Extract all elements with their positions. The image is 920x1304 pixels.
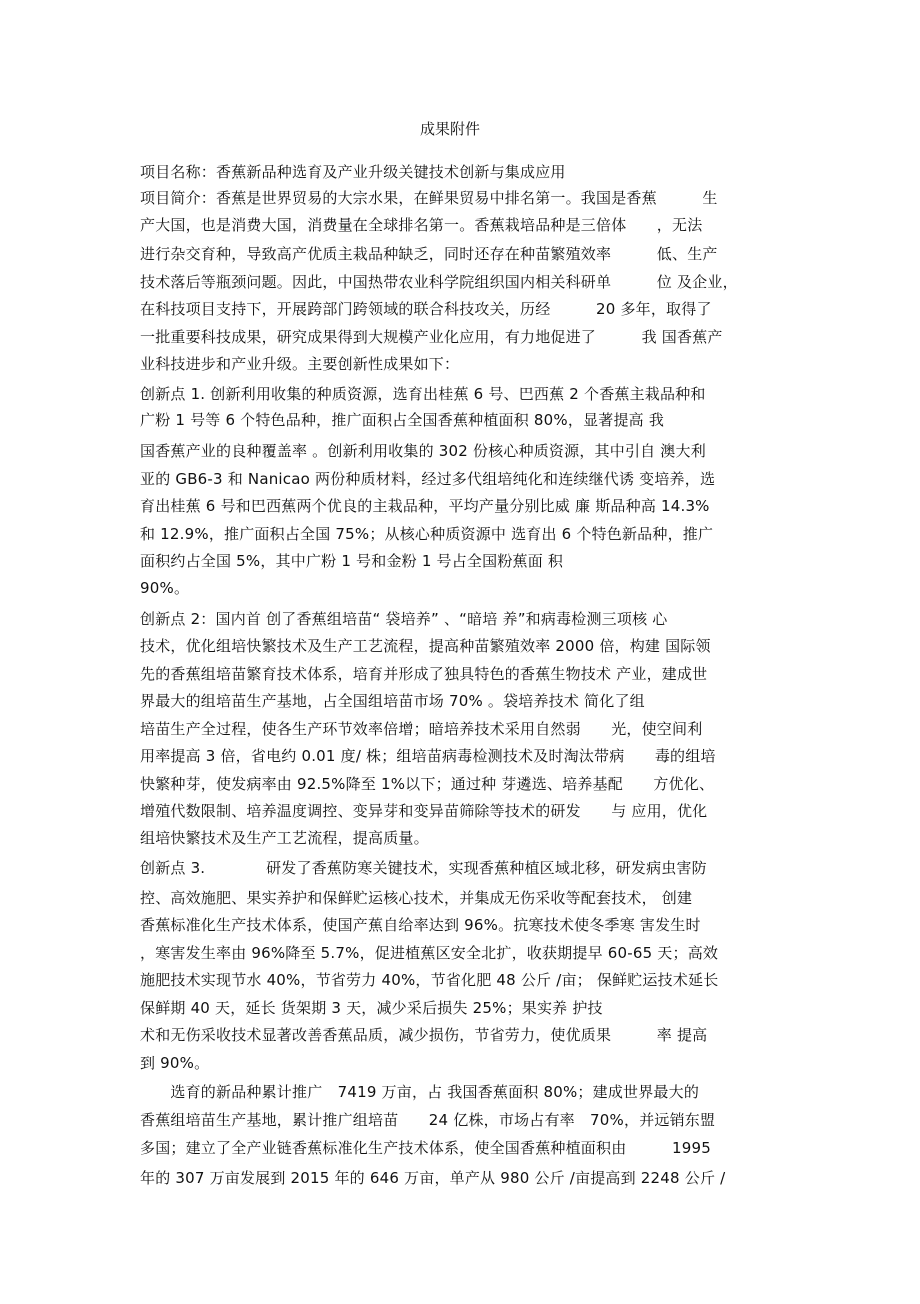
body-text-line: 和 12.9%，推广面积占全国 75%；从核心种质资源中 选育出 6 个特色新品种，推广 [140,525,714,543]
body-text-line: 保鲜期 40 天，延长 货架期 3 天，减少采后损失 25%；果实养 护技 [140,999,603,1017]
body-text-line: 育出桂蕉 6 号和巴西蕉两个优良的主栽品种，平均产量分别比威 廉 斯品种高 14.3% [140,497,710,515]
body-text-line: 施肥技术实现节水 40%，节省劳力 40%，节省化肥 48 公斤 /亩； 保鲜贮运技术延长 [140,971,719,989]
body-text-line: 广粉 1 号等 6 个特色品种，推广面积占全国香蕉种植面积 80%，显著提高 我 [140,411,665,429]
innovation-1-line: 创新点 1. 创新利用收集的种质资源，选育出桂蕉 6 号、巴西蕉 2 个香蕉主栽品种和 [140,385,706,403]
body-text-line: 术和无伤采收技术显著改善香蕉品质，减少损伤，节省劳力，使优质果 率 提高 [140,1026,708,1044]
body-text-line: 技术，优化组培快繁技术及生产工艺流程，提高种苗繁殖效率 2000 倍，构建 国际领 [140,637,711,655]
summary-line: 选育的新品种累计推广 7419 万亩，占 我国香蕉面积 80%；建成世界最大的 [140,1083,700,1101]
innovation-2-line: 创新点 2：国内首 创了香蕉组培苗“ 袋培养” 、“暗培 养”和病毒检测三项核 心 [140,610,668,628]
body-text-line: 组培快繁技术及生产工艺流程，提高质量。 [140,829,429,847]
body-text-line: 技术落后等瓶颈问题。因此，中国热带农业科学院组织国内相关科研单 位 及企业， [140,273,738,291]
project-intro-line: 项目简介：香蕉是世界贸易的大宗水果，在鲜果贸易中排名第一。我国是香蕉 生 [140,189,718,207]
body-text-line: 先的香蕉组培苗繁育技术体系，培育并形成了独具特色的香蕉生物技术 产业，建成世 [140,665,708,683]
body-text-line: 快繁种芽，使发病率由 92.5%降至 1%以下；通过种 芽遴选、培养基配 方优化、 [140,775,715,793]
body-text-line: 培苗生产全过程，使各生产环节效率倍增；暗培养技术采用自然弱 光，使空间利 [140,720,703,738]
body-text-line: 一批重要科技成果，研究成果得到大规模产业化应用，有力地促进了 我 国香蕉产 [140,328,723,346]
innovation-3-line: 创新点 3. 研发了香蕉防寒关键技术，实现香蕉种植区域北移，研发病虫害防 [140,859,707,877]
project-name-line: 项目名称：香蕉新品种选育及产业升级关键技术创新与集成应用 [140,163,566,181]
body-text-line: 香蕉标准化生产技术体系，使国产蕉自给率达到 96%。抗寒技术使冬季寒 害发生时 [140,916,701,934]
body-text-line: 业科技进步和产业升级。主要创新性成果如下： [140,355,460,373]
body-text-line: 到 90%。 [140,1054,210,1072]
body-text-line: ，寒害发生率由 96%降至 5.7%，促进植蕉区安全北扩，收获期提早 60-65 天；高效 [140,944,719,962]
body-text-line: 用率提高 3 倍，省电约 0.01 度/ 株；组培苗病毒检测技术及时淘汰带病 毒的组培 [140,747,716,765]
page-title: 成果附件 [420,120,481,138]
body-text-line: 增殖代数限制、培养温度调控、变异芽和变异苗筛除等技术的研发 与 应用，优化 [140,802,708,820]
body-text-line: 产大国，也是消费大国，消费量在全球排名第一。香蕉栽培品种是三倍体 ，无法 [140,216,703,234]
body-text-line: 国香蕉产业的良种覆盖率 。创新利用收集的 302 份核心种质资源，其中引自 澳大利 [140,442,706,460]
body-text-line: 多国；建立了全产业链香蕉标准化生产技术体系，使全国香蕉种植面积由 1995 [140,1139,711,1157]
body-text-line: 面积约占全国 5%，其中广粉 1 号和金粉 1 号占全国粉蕉面 积 [140,552,564,570]
body-text-line: 进行杂交育种，导致高产优质主栽品种缺乏，同时还存在种苗繁殖效率 低、生产 [140,245,718,263]
body-text-line: 香蕉组培苗生产基地，累计推广组培苗 24 亿株，市场占有率 70%，并远销东盟 [140,1111,716,1129]
body-text-line: 亚的 GB6-3 和 Nanicao 两份种质材料，经过多代组培纯化和连续继代诱 变培养，选 [140,470,716,488]
body-text-line: 界最大的组培苗生产基地，占全国组培苗市场 70% 。袋培养技术 简化了组 [140,692,645,710]
body-text-line: 在科技项目支持下，开展跨部门跨领域的联合科技攻关，历经 20 多年，取得了 [140,300,712,318]
body-text-line: 年的 307 万亩发展到 2015 年的 646 万亩，单产从 980 公斤 /亩提高到 2248 公斤 / [140,1169,726,1187]
body-text-line: 控、高效施肥、果实养护和保鲜贮运核心技术，并集成无伤采收等配套技术， 创建 [140,889,693,907]
body-text-line: 90%。 [140,579,190,597]
